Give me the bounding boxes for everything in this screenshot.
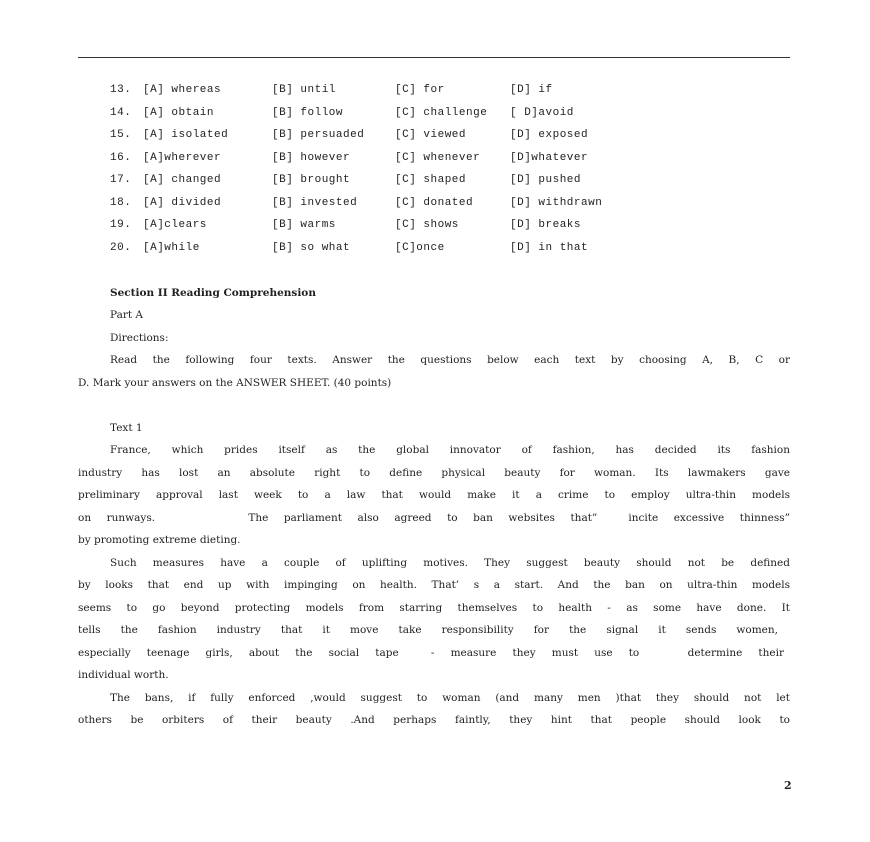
option-d: [D] withdrawn <box>510 196 603 209</box>
body-line: industry has lost an absolute right to define physical beauty for woman. Its lawmakers gave <box>78 467 790 479</box>
option-b: [B] until <box>272 84 336 96</box>
option-a: [A]while <box>143 241 200 254</box>
option-c: [C] viewed <box>395 129 467 141</box>
question-number: 14. <box>110 106 132 119</box>
option-d: [D] if <box>510 84 553 96</box>
question-number: 20. <box>110 241 132 254</box>
section-title: Section II Reading Comprehension <box>110 287 316 299</box>
option-b: [B] however <box>272 151 351 164</box>
option-a: [A]clears <box>143 219 207 231</box>
option-d: [D] exposed <box>510 129 589 141</box>
option-b: [B] persuaded <box>272 129 365 141</box>
option-c: [C] for <box>395 84 445 96</box>
option-b: [B] brought <box>272 174 351 186</box>
body-line: The bans, if fully enforced ,would suggest to woman (and many men )that they should not let <box>110 692 790 704</box>
option-d: [D] pushed <box>510 174 582 186</box>
option-b: [B] warms <box>272 219 336 231</box>
option-a: [A] isolated <box>143 129 229 141</box>
directions-line: D. Mark your answers on the ANSWER SHEET. (40 points) <box>78 377 392 389</box>
option-c: [C] challenge <box>395 106 488 119</box>
option-c: [C] shows <box>395 219 459 231</box>
question-number: 16. <box>110 151 132 164</box>
question-number: 13. <box>110 84 132 96</box>
option-b: [B] follow <box>272 106 344 119</box>
directions-label: Directions: <box>110 332 169 344</box>
option-c: [C] donated <box>395 196 474 209</box>
body-line: Such measures have a couple of uplifting motives. They suggest beauty should not be defined <box>110 557 790 569</box>
option-b: [B] invested <box>272 196 358 209</box>
body-line: by promoting extreme dieting. <box>78 534 241 546</box>
body-line: preliminary approval last week to a law that would make it a crime to employ ultra-thin models <box>78 489 790 501</box>
page-number: 2 <box>784 779 792 792</box>
option-d: [ D]avoid <box>510 106 574 119</box>
option-d: [D]whatever <box>510 151 589 164</box>
directions-line: Read the following four texts. Answer the questions below each text by choosing A, B, C or <box>110 354 790 366</box>
body-line: by looks that end up with impinging on health. That’ s a start. And the ban on ultra-thin models <box>78 579 790 591</box>
body-line: others be orbiters of their beauty .And perhaps faintly, they hint that people should look to <box>78 714 790 726</box>
option-c: [C]once <box>395 241 445 254</box>
option-c: [C] whenever <box>395 151 481 164</box>
header-rule <box>78 57 790 58</box>
option-c: [C] shaped <box>395 174 467 186</box>
body-line: seems to go beyond protecting models from starring themselves to health - as some have done. It <box>78 602 790 614</box>
body-line: on runways. The parliament also agreed to ban websites that” incite excessive thinness” <box>78 512 790 524</box>
option-a: [A]wherever <box>143 151 222 164</box>
text-title: Text 1 <box>110 422 143 434</box>
question-number: 17. <box>110 174 132 186</box>
part-label: Part A <box>110 309 144 321</box>
option-d: [D] in that <box>510 241 589 254</box>
body-line: tells the fashion industry that it move take responsibility for the signal it sends women, <box>78 624 778 636</box>
body-line: especially teenage girls, about the social tape - measure they must use to determine their <box>78 647 784 659</box>
option-d: [D] breaks <box>510 219 582 231</box>
body-line: France, which prides itself as the global innovator of fashion, has decided its fashion <box>110 444 790 456</box>
question-number: 15. <box>110 129 132 141</box>
question-number: 19. <box>110 219 132 231</box>
option-a: [A] divided <box>143 196 222 209</box>
option-a: [A] whereas <box>143 84 222 96</box>
option-b: [B] so what <box>272 241 351 254</box>
question-number: 18. <box>110 196 132 209</box>
option-a: [A] obtain <box>143 106 215 119</box>
option-a: [A] changed <box>143 174 222 186</box>
body-line: individual worth. <box>78 669 169 681</box>
